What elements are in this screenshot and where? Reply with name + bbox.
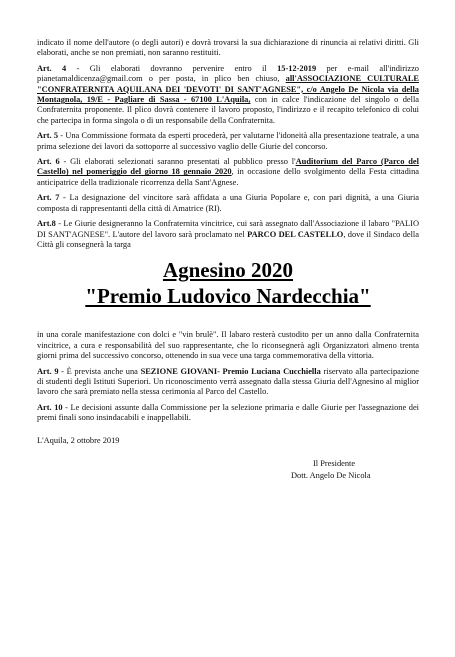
intro-text: indicato il nome dell'autore (o degli autori) e dovrà trovarsi la sua dichiarazione di rinuncia ai relativi diritti. Gli elaborati, anche se non premiati, non saranno restituiti. bbox=[37, 38, 419, 58]
article-6-text-2: , in occasione dello svolgimento della Festa cittadina anticipatrice della tradizionale ricorrenza della Sant'Agnese. bbox=[37, 167, 419, 187]
signature-block bbox=[37, 458, 419, 483]
document-page bbox=[37, 38, 419, 482]
prize-title: "Premio Ludovico Nardecchia" bbox=[85, 284, 371, 309]
article-4-text-1: - Gli elaborati dovranno pervenire entro il bbox=[66, 63, 278, 73]
signatory-name: Dott. Angelo De Nicola bbox=[291, 470, 371, 480]
article-9-text-2: riservato alla partecipazione di studenti degli Istituti Superiori. Un riconoscimento verrà assegnato dalla stessa Giuria dell'Agnesino al miglior lavoro che sarà premiato nella stessa cerimonia al Parco del Castello. bbox=[37, 366, 419, 397]
paragraph-after-title bbox=[37, 330, 419, 361]
article-5-text: - Una Commissione formata da esperti procederà, per valutarne l'idoneità alla presentazione teatrale, a una prima selezione dei lavori da sottoporre al successivo vaglio delle Giurie del concorso. bbox=[37, 131, 420, 151]
article-4-deadline: 15-12-2019 bbox=[277, 63, 317, 73]
article-4-text-3: con in calce l'indicazione del singolo o della Confraternita proponente. Il plico dovrà contenere il lavoro proposto, l'indirizzo e il recapito telefonico di colui che partecipa in forma singola o di un responsabile della Confraternita. bbox=[37, 95, 419, 125]
article-5 bbox=[37, 131, 419, 152]
article-9-section: SEZIONE GIOVANI- Premio Luciana Cucchiella bbox=[140, 366, 321, 376]
article-10-heading: Art. 10 bbox=[37, 402, 63, 412]
article-4-address: all'ASSOCIAZIONE CULTURALE "CONFRATERNITA AQUILANA DEI 'DEVOTI' DI SANT'AGNESE", c/o Angelo De Nicola via della Montagnola, 19/E - Pagliare di Sassa - 67100 L'Aquila, bbox=[37, 74, 420, 105]
article-8-text-1: - Le Giurie designeranno la Confraternita vincitrice, cui sarà assegnato dall'Associazione il labaro "PALIO DI SANT'AGNESE". L'autore del lavoro sarà proclamato nel bbox=[37, 219, 419, 239]
article-4-text-2: per e-mail all'indirizzo pianetamaldicenza@gmail.com o per posta, in plico ben chiuso, bbox=[37, 63, 419, 84]
article-10 bbox=[37, 403, 419, 424]
article-6-venue: Auditorium del Parco (Parco del Castello) nel pomeriggio del giorno 18 gennaio 2020 bbox=[37, 157, 419, 177]
signatory-role: Il Presidente bbox=[313, 458, 356, 468]
article-8-heading: Art.8 bbox=[37, 219, 56, 229]
article-7-heading: Art. 7 bbox=[37, 193, 60, 203]
article-8-place: PARCO DEL CASTELLO bbox=[247, 229, 344, 239]
article-8 bbox=[37, 219, 419, 250]
article-6-text-1: - Gli elaborati selezionati saranno presentati al pubblico presso l' bbox=[59, 157, 296, 167]
article-10-text: - Le decisioni assunte dalla Commissione per la selezione primaria e dalle Giurie per l'assegnazione dei premi finali sono insindacabili e inappellabili. bbox=[37, 402, 419, 423]
article-7-text: - La designazione del vincitore sarà affidata a una Giuria Popolare e, con pari dignità, a una Giuria composta di rappresentanti della città di Amatrice (RI). bbox=[37, 193, 420, 213]
article-8-text-2: , dove il Sindaco della Città gli consegnerà la targa bbox=[37, 229, 419, 249]
article-9 bbox=[37, 367, 419, 398]
article-6 bbox=[37, 157, 419, 188]
article-6-heading: Art. 6 bbox=[37, 157, 60, 167]
article-9-text-1: - È prevista anche una bbox=[58, 366, 141, 376]
event-title: Agnesino 2020 bbox=[162, 258, 294, 283]
document-date: L'Aquila, 2 ottobre 2019 bbox=[37, 435, 120, 445]
article-7 bbox=[37, 193, 419, 214]
after-title-text: in una corale manifestazione con dolci e "vin brulè". Il labaro resterà custodito per un anno dalla Confraternita vincitrice, a cura e responsabilità del suo rappresentante, che lo riconsegnerà agli Organizzatori almeno trenta giorni prima del successivo concorso, ottenendo in sua vece una targa commemorativa della vittoria. bbox=[37, 330, 419, 361]
article-4 bbox=[37, 64, 419, 126]
article-9-heading: Art. 9 bbox=[37, 366, 59, 376]
article-5-heading: Art. 5 bbox=[37, 131, 59, 141]
article-4-heading: Art. 4 bbox=[37, 63, 67, 73]
paragraph-intro bbox=[37, 38, 419, 59]
